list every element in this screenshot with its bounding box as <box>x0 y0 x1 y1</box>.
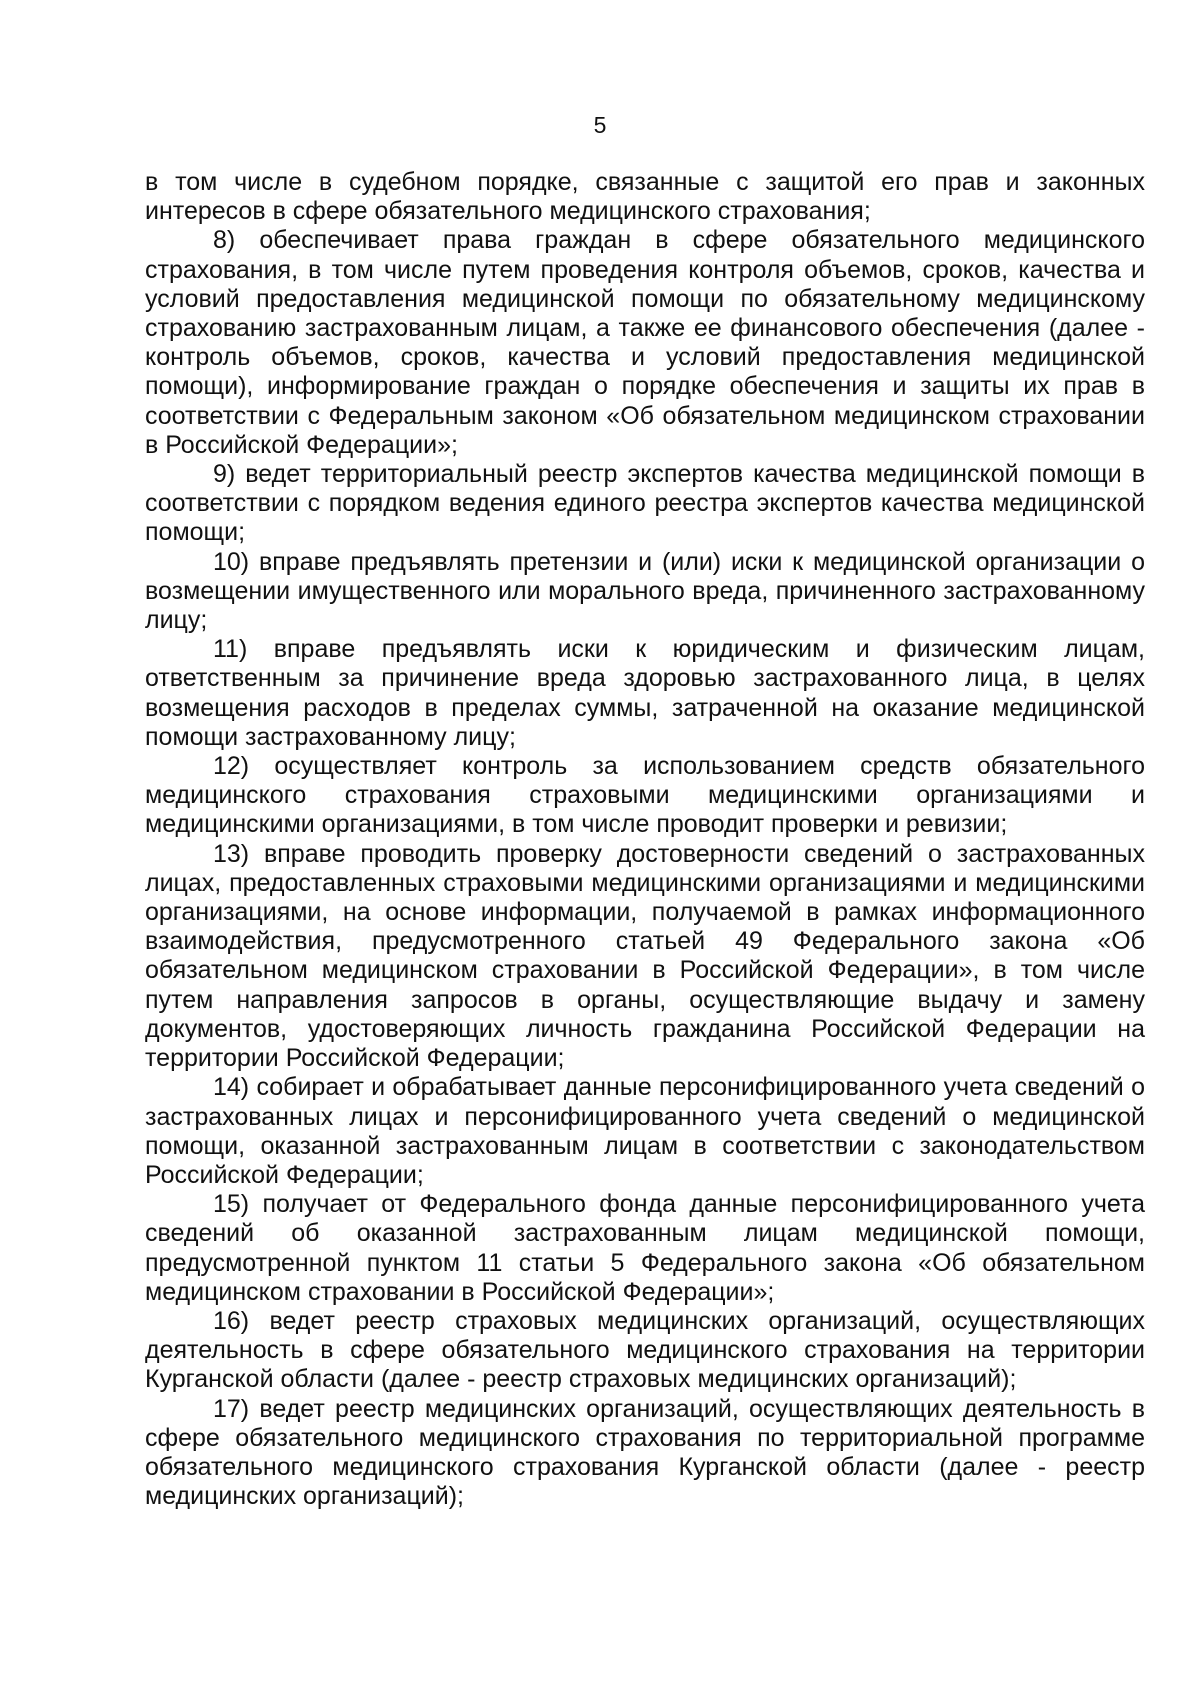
document-body <box>145 168 1145 1511</box>
paragraph-item-14: 14) собирает и обрабатывает данные персонифицированного учета сведений о застрахованных лицах и персонифицированного учета сведений о медицинской помощи, оказанной застрахованным лицам в соответствии с законодательством Российской Федерации; <box>145 1073 1145 1189</box>
paragraph-item-12: 12) осуществляет контроль за использованием средств обязательного медицинского страхования страховыми медицинскими организациями и медицинскими организациями, в том числе проводит проверки и ревизии; <box>145 752 1145 839</box>
paragraph-continuation: в том числе в судебном порядке, связанные с защитой его прав и законных интересов в сфере обязательного медицинского страхования; <box>145 168 1145 226</box>
paragraph-item-9: 9) ведет территориальный реестр экспертов качества медицинской помощи в соответствии с порядком ведения единого реестра экспертов качества медицинской помощи; <box>145 460 1145 547</box>
paragraph-item-17: 17) ведет реестр медицинских организаций, осуществляющих деятельность в сфере обязательного медицинского страхования по территориальной программе обязательного медицинского страхования Курганской области (далее - реестр медицинских организаций); <box>145 1394 1145 1511</box>
paragraph-item-11: 11) вправе предъявлять иски к юридическим и физическим лицам, ответственным за причинение вреда здоровью застрахованного лица, в целях возмещения расходов в пределах суммы, затраченной на оказание медицинской помощи застрахованному лицу; <box>145 635 1145 751</box>
paragraph-item-10: 10) вправе предъявлять претензии и (или) иски к медицинской организации о возмещении имущественного или морального вреда, причиненного застрахованному лицу; <box>145 547 1145 635</box>
paragraph-item-15: 15) получает от Федерального фонда данные персонифицированного учета сведений об оказанной застрахованным лицам медицинской помощи, предусмотренной пунктом 11 статьи 5 Федерального закона «Об обязательном медицинском страховании в Российской Федерации»; <box>145 1190 1145 1306</box>
page-number: 5 <box>593 112 607 138</box>
paragraph-item-8: 8) обеспечивает права граждан в сфере обязательного медицинского страхования, в том числе путем проведения контроля объемов, сроков, качества и условий предоставления медицинской помощи по обязательному медицинскому страхованию застрахованным лицам, а также ее финансового обеспечения (далее - контроль объемов, сроков, качества и условий предоставления медицинской помощи), информирование граждан о порядке обеспечения и защиты их прав в соответствии с Федеральным законом «Об обязательном медицинском страховании в Российской Федерации»; <box>145 226 1145 459</box>
paragraph-item-16: 16) ведет реестр страховых медицинских организаций, осуществляющих деятельность в сфере обязательного медицинского страхования на территории Курганской области (далее - реестр страховых медицинских организаций); <box>145 1306 1145 1394</box>
paragraph-item-13: 13) вправе проводить проверку достоверности сведений о застрахованных лицах, предоставленных страховыми медицинскими организациями и медицинскими организациями, на основе информации, получаемой в рамках информационного взаимодействия, предусмотренного статьей 49 Федерального закона «Об обязательном медицинском страховании в Российской Федерации», в том числе путем направления запросов в органы, осуществляющие выдачу и замену документов, удостоверяющих личность гражданина Российской Федерации на территории Российской Федерации; <box>145 839 1145 1073</box>
